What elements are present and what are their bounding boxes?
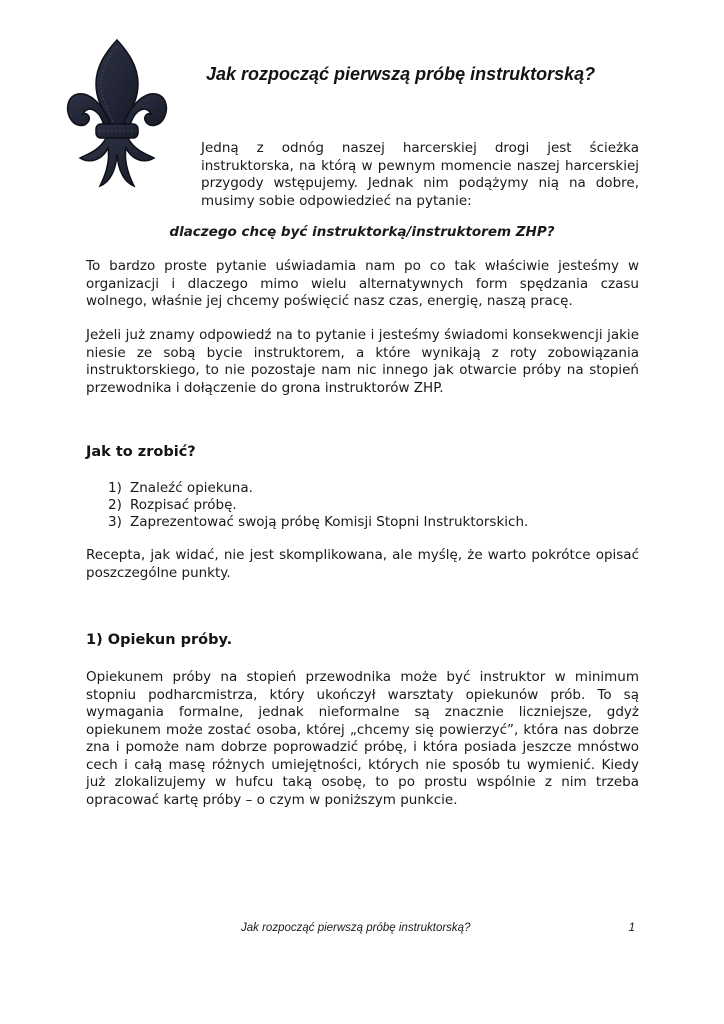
list-item: [108, 497, 528, 514]
list-item: [108, 514, 528, 531]
page-number: 1: [628, 922, 635, 934]
step-number: 3): [108, 514, 122, 530]
heading-how-to: Jak to zrobić?: [86, 444, 196, 460]
key-question: dlaczego chcę być instruktorką/instruktorem ZHP?: [169, 224, 555, 240]
list-item: [108, 480, 528, 497]
step-text: Zaprezentować swoją próbę Komisji Stopni Instruktorskich.: [130, 514, 529, 530]
paragraph-recipe: Recepta, jak widać, nie jest skomplikowana, ale myślę, że warto pokrótce opisać poszczególne punkty.: [86, 547, 639, 581]
paragraph-purpose: To bardzo proste pytanie uświadamia nam po co tak właściwie jesteśmy w organizacji i dlaczego mimo wielu alternatywnych form spędzania czasu wolnego, właśnie jej chcemy poświęcić nasz czas, energię, naszą pracę.: [86, 258, 639, 309]
fleur-de-lis-icon: [66, 38, 168, 194]
step-number: 2): [108, 497, 122, 513]
document-title: Jak rozpocząć pierwszą próbę instruktorską?: [206, 64, 596, 84]
heading-section-1: 1) Opiekun próby.: [86, 632, 233, 648]
step-text: Znaleźć opiekuna.: [130, 480, 253, 496]
step-text: Rozpisać próbę.: [130, 497, 237, 513]
footer-title: Jak rozpocząć pierwszą próbę instruktorską?: [241, 922, 471, 934]
paragraph-mentor: Opiekunem próby na stopień przewodnika może być instruktor w minimum stopniu podharcmistrza, który ukończył warsztaty opiekunów prób. To są wymagania formalne, jednak nieformalne są znacznie liczniejsze, gdyż opiekunem może zostać osoba, której „chcemy się powierzyć”, która nas dobrze zna i pomoże nam dobrze poprowadzić próbę, i która posiada jeszcze mnóstwo cech i całą masę różnych umiejętności, których nie sposób tu wymienić. Kiedy już zlokalizujemy w hufcu taką osobę, to po prostu wspólnie z nim trzeba opracować kartę próby – o czym w poniższym punkcie.: [86, 669, 639, 808]
steps-list: [108, 480, 528, 531]
intro-paragraph: Jedną z odnóg naszej harcerskiej drogi jest ścieżka instruktorska, na którą w pewnym momencie naszej harcerskiej przygody wstępujemy. Jednak nim podążymy nią na dobre, musimy sobie odpowiedzieć na pytanie:: [201, 140, 639, 209]
step-number: 1): [108, 480, 122, 496]
paragraph-consequences: Jeżeli już znamy odpowiedź na to pytanie i jesteśmy świadomi konsekwencji jakie niesie ze sobą bycie instruktorem, a które wynikają z roty zobowiązania instruktorskiego, to nie pozostaje nam nic innego jak otwarcie próby na stopień przewodnika i dołączenie do grona instruktorów ZHP.: [86, 327, 639, 396]
